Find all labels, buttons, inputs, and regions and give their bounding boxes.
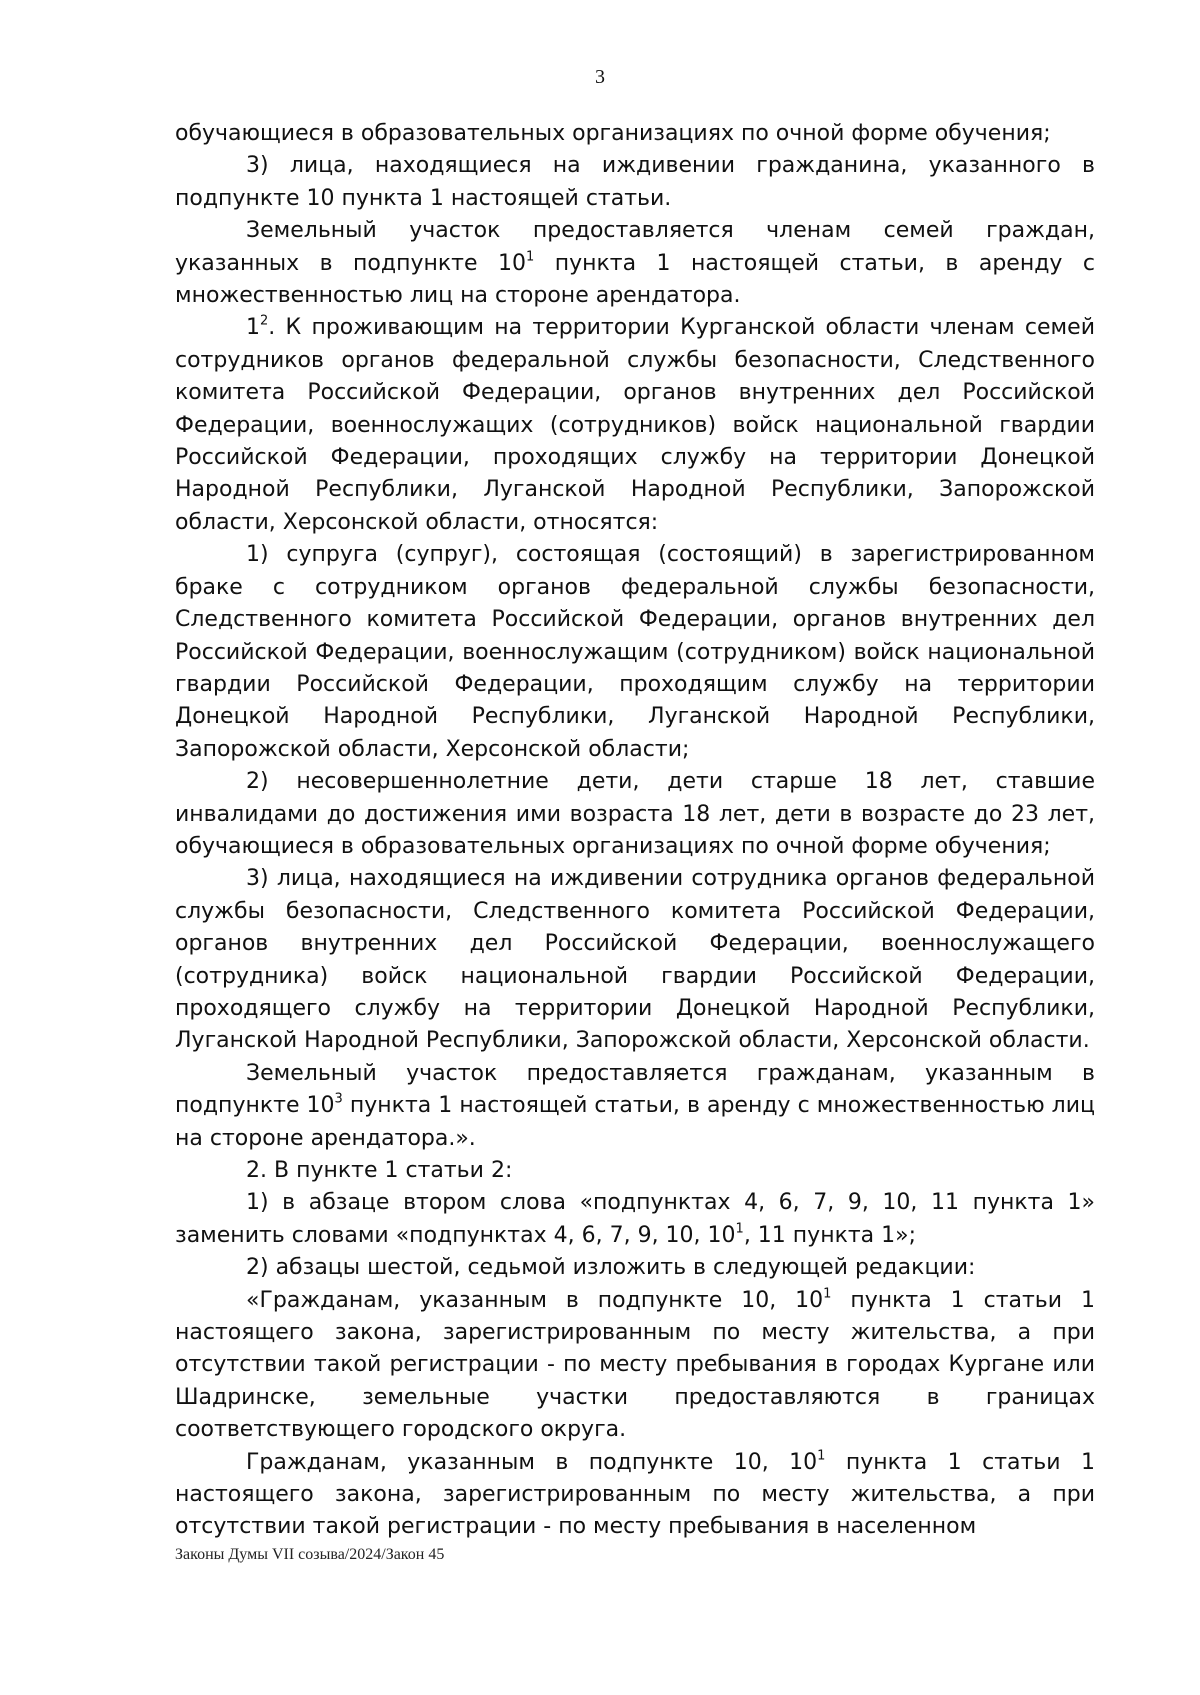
paragraph-text: Земельный участок предоставляется членам семей граждан, указанных в подпункте 10	[175, 218, 1095, 276]
paragraph-text: Гражданам, указанным в подпункте 10, 10	[246, 1449, 818, 1475]
paragraph-text: 1) в абзаце втором слова «подпунктах 4, 6, 7, 9, 10, 11 пункта 1» заменить словами «подпунктах 4, 6, 7, 9, 10, 10	[175, 1190, 1095, 1248]
paragraph-p12	[175, 1285, 1095, 1447]
paragraph-text: «Гражданам, указанным в подпункте 10, 10	[246, 1287, 824, 1313]
paragraph-p07	[175, 863, 1095, 1057]
document-footer: Законы Думы VII созыва/2024/Закон 45	[175, 1546, 445, 1563]
paragraph-p05	[175, 539, 1095, 766]
paragraph-p03	[175, 215, 1095, 312]
paragraph-text: 2) абзацы шестой, седьмой изложить в следующей редакции:	[246, 1255, 976, 1281]
paragraph-p09	[175, 1155, 1095, 1187]
paragraph-p11	[175, 1252, 1095, 1284]
paragraph-text: 2) несовершеннолетние дети, дети старше 18 лет, ставшие инвалидами до достижения ими возраста 18 лет, дети в возрасте до 23 лет, обучающиеся в образовательных организациях по очной форме обучения;	[175, 769, 1095, 859]
paragraph-p02	[175, 150, 1095, 215]
paragraph-text: обучающиеся в образовательных организациях по очной форме обучения;	[175, 121, 1051, 146]
paragraph-text: пункта 1 статьи 1 настоящего закона, зарегистрированным по месту жительства, а при отсутствии такой регистрации - по месту пребывания в городах Кургане или Шадринске, земельные участки предоставляются в границах соответствующего городского округа.	[175, 1287, 1096, 1443]
superscript-index: 1	[735, 1221, 744, 1237]
paragraph-p04	[175, 312, 1095, 539]
paragraph-text: пункта 1 настоящей статьи, в аренду с множественностью лиц на стороне арендатора.».	[175, 1093, 1095, 1151]
document-body	[175, 118, 1095, 1544]
superscript-index: 1	[525, 248, 535, 264]
paragraph-p10	[175, 1187, 1095, 1252]
paragraph-text: 3) лица, находящиеся на иждивении гражданина, указанного в подпункте 10 пункта 1 настоящей статьи.	[175, 153, 1095, 211]
superscript-index: 1	[823, 1285, 832, 1301]
paragraph-p13	[175, 1447, 1095, 1544]
paragraph-p01	[175, 118, 1095, 150]
paragraph-text: 3) лица, находящиеся на иждивении сотрудника органов федеральной службы безопасности, Следственного комитета Российской Федерации, органов внутренних дел Российской Федерации, военнослужащего (сотрудника) войск национальной гвардии Российской Федерации, проходящего службу на территории Донецкой Народной Республики, Луганской Народной Республики, Запорожской области, Херсонской области.	[175, 866, 1095, 1054]
paragraph-p06	[175, 766, 1095, 863]
paragraph-text: пункта 1 статьи 1 настоящего закона, зарегистрированным по месту жительства, а при отсутствии такой регистрации - по месту пребывания в населенном	[175, 1449, 1095, 1540]
paragraph-text: 1) супруга (супруг), состоящая (состоящий) в зарегистрированном браке с сотрудником органов федеральной службы безопасности, Следственного комитета Российской Федерации, органов внутренних дел Российской Федерации, военнослужащим (сотрудником) войск национальной гвардии Российской Федерации, проходящим службу на территории Донецкой Народной Республики, Луганской Народной Республики, Запорожской области, Херсонской области;	[175, 542, 1095, 762]
paragraph-text: Земельный участок предоставляется гражданам, указанным в подпункте 10	[175, 1060, 1095, 1119]
paragraph-p08	[175, 1058, 1095, 1155]
superscript-index: 1	[817, 1447, 826, 1463]
paragraph-text: . К проживающим на территории Курганской области членам семей сотрудников органов федеральной службы безопасности, Следственного комитета Российской Федерации, органов внутренних дел Российской Федерации, военнослужащих (сотрудников) войск национальной гвардии Российской Федерации, проходящих службу на территории Донецкой Народной Республики, Луганской Народной Республики, Запорожской области, Херсонской области, относятся:	[175, 315, 1095, 535]
paragraph-text: , 11 пункта 1»;	[743, 1222, 917, 1248]
superscript-index: 2	[260, 313, 269, 329]
superscript-index: 3	[334, 1091, 343, 1107]
paragraph-text: пункта 1 настоящей статьи, в аренду с множественностью лиц на стороне арендатора.	[175, 250, 1096, 309]
paragraph-text: 2. В пункте 1 статьи 2:	[246, 1158, 513, 1183]
page-number: 3	[595, 66, 605, 88]
paragraph-text: 1	[246, 315, 260, 341]
